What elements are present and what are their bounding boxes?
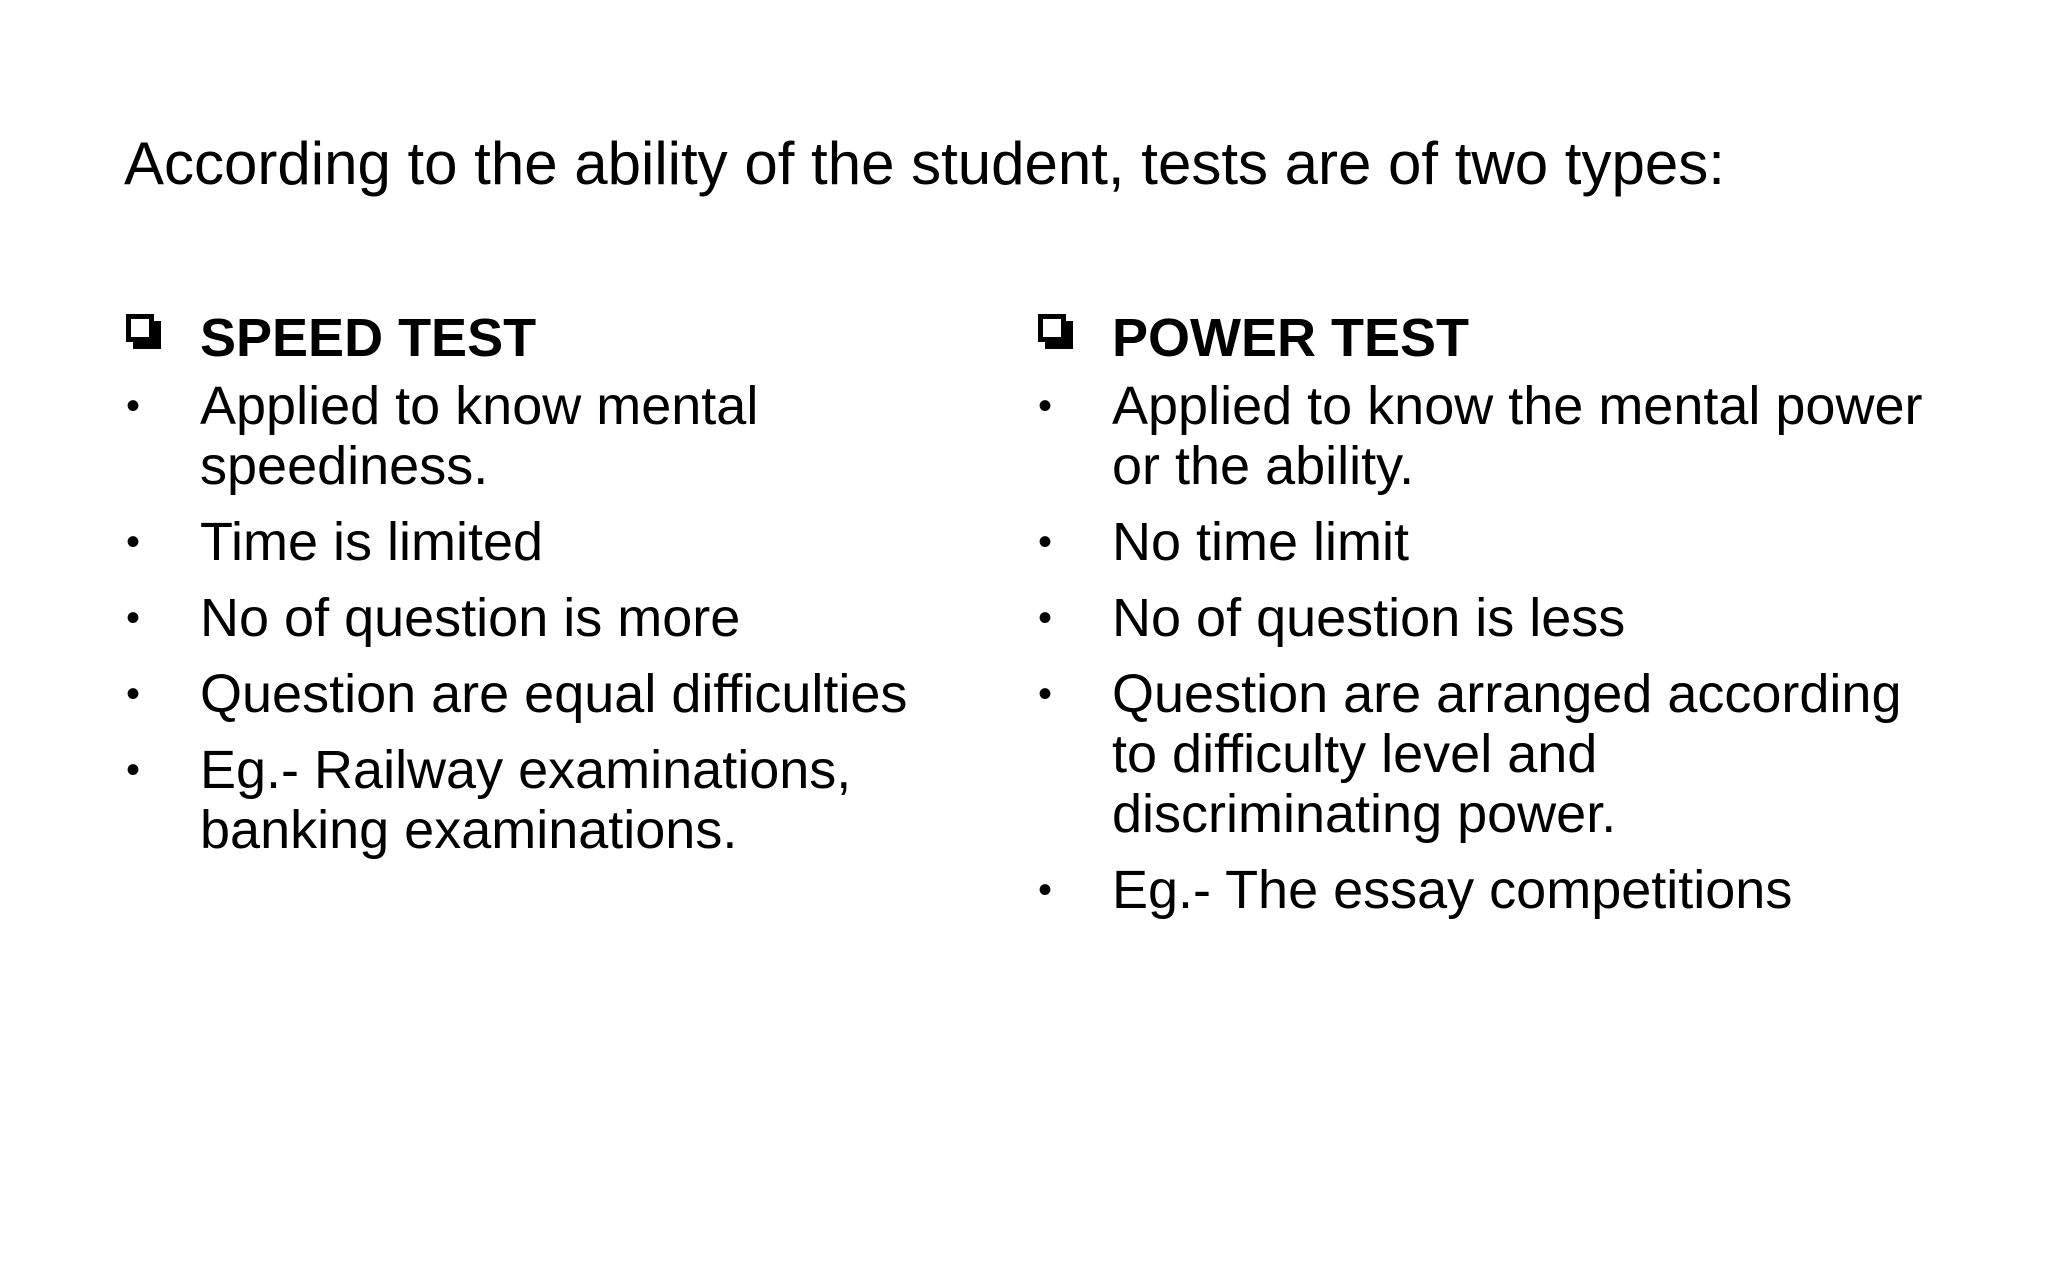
bullet-icon: • [126, 596, 141, 640]
list-item [1036, 664, 1936, 844]
speed-test-list [124, 376, 1024, 860]
bullet-icon: • [126, 672, 141, 716]
list-item-text: No time limit [1112, 512, 1410, 572]
bullet-icon: • [126, 748, 141, 792]
power-test-list [1036, 376, 1936, 920]
list-item-text: Applied to know the mental power or the ability. [1112, 376, 1923, 496]
bullet-icon: • [1038, 520, 1053, 564]
speed-test-column [124, 300, 1024, 876]
list-item [124, 512, 1024, 572]
list-item-text: Eg.- The essay competitions [1112, 860, 1793, 920]
list-item-text: Question are equal difficulties [200, 664, 908, 724]
list-item [124, 740, 1024, 860]
list-item [1036, 860, 1936, 920]
bullet-icon: • [1038, 384, 1053, 428]
bullet-icon: • [126, 520, 141, 564]
bullet-icon: • [126, 384, 141, 428]
speed-test-heading-label: SPEED TEST [200, 308, 537, 368]
checkbox-square-icon [126, 314, 154, 342]
list-item [1036, 588, 1936, 648]
list-item-text: Applied to know mental speediness. [200, 376, 759, 496]
speed-test-heading [124, 300, 1024, 376]
list-item-text: No of question is more [200, 588, 741, 648]
power-test-heading-label: POWER TEST [1112, 308, 1470, 368]
checkbox-square-icon [1038, 314, 1066, 342]
power-test-heading [1036, 300, 1936, 376]
power-test-column [1036, 300, 1936, 936]
list-item-text: Eg.- Railway examinations, banking examinations. [200, 740, 852, 860]
list-item [124, 664, 1024, 724]
list-item [124, 376, 1024, 496]
bullet-icon: • [1038, 868, 1053, 912]
bullet-icon: • [1038, 596, 1053, 640]
bullet-icon: • [1038, 672, 1053, 716]
list-item [124, 588, 1024, 648]
list-item-text: Time is limited [200, 512, 544, 572]
list-item [1036, 376, 1936, 496]
list-item-text: Question are arranged according to difficulty level and discriminating power. [1112, 664, 1902, 844]
slide-title: According to the ability of the student, tests are of two types: [124, 130, 1725, 197]
list-item [1036, 512, 1936, 572]
list-item-text: No of question is less [1112, 588, 1626, 648]
